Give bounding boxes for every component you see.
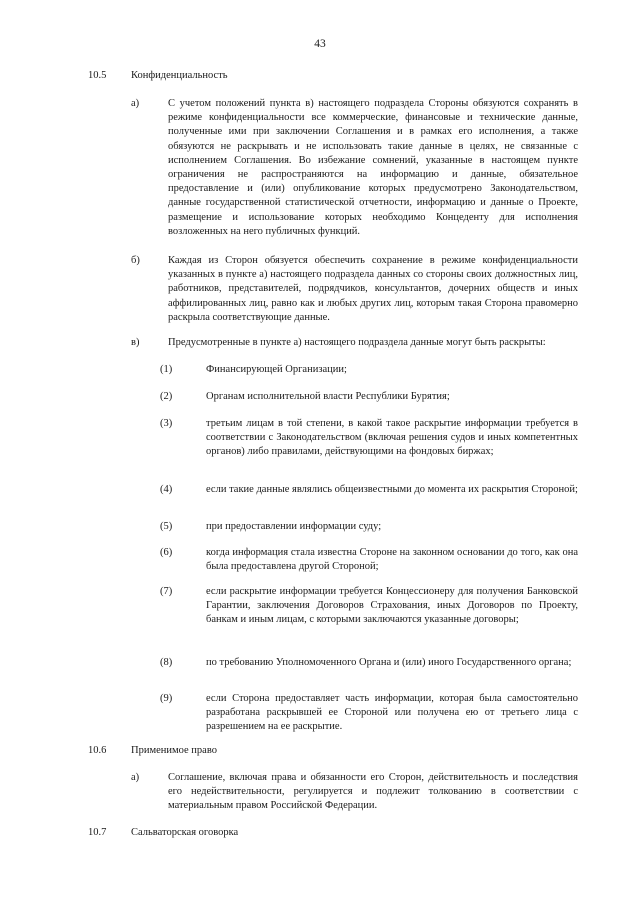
page-number: 43 bbox=[314, 38, 326, 50]
list-item-number: (6) bbox=[160, 547, 173, 558]
clause-label-a: а) bbox=[131, 98, 140, 109]
list-item-number: (8) bbox=[160, 657, 173, 668]
list-item-text: при предоставлении информации суду; bbox=[206, 521, 382, 532]
list-item-number: (9) bbox=[160, 693, 173, 704]
list-item-text: если Сторона предоставляет часть информации, которая была самостоятельно разработана раскрывшей ее Стороной или получена ею от третьего лица с разрешением на ее раскрытие. bbox=[206, 693, 578, 733]
list-item-number: (3) bbox=[160, 418, 173, 429]
list-item-text: если такие данные являлись общеизвестными до момента их раскрытия Стороной; bbox=[206, 484, 578, 495]
list-item-text: если раскрытие информации требуется Концессионеру для получения Банковской Гарантии, заключения Договоров Страхования, иных Договоров по Проекту, банкам и иным лицам, с которыми заключаются указанные договоры; bbox=[206, 586, 578, 626]
section-number-10-7: 10.7 bbox=[88, 827, 107, 838]
clause-label-c: в) bbox=[131, 337, 140, 348]
clause-text-10-5-b: Каждая из Сторон обязуется обеспечить сохранение в режиме конфиденциальности указанных в пункте а) настоящего подраздела данных со стороны своих должностных лиц, работников, представителей, подрядчиков, консультантов, дочерних обществ и иных аффилированных лиц, равно как и любых других лиц, которым такая Сторона правомерно раскрыла соответствующие данные. bbox=[168, 255, 578, 323]
section-number-10-5: 10.5 bbox=[88, 70, 107, 81]
list-item-text: Органам исполнительной власти Республики Бурятия; bbox=[206, 391, 450, 402]
clause-text-10-6-a: Соглашение, включая права и обязанности его Сторон, действительность и последствия его недействительности, регулируется и подлежит толкованию в соответствии с материальным правом Российской Федерации. bbox=[168, 772, 578, 812]
section-title-severability: Сальваторская оговорка bbox=[131, 827, 239, 838]
list-item-text: когда информация стала известна Стороне на законном основании до того, как она была предоставлена другой Стороной; bbox=[206, 547, 578, 573]
clause-label-b: б) bbox=[131, 255, 140, 266]
list-item-number: (2) bbox=[160, 391, 173, 402]
list-item-number: (7) bbox=[160, 586, 173, 597]
list-item-text: третьим лицам в той степени, в какой такое раскрытие информации требуется в соответствии с Законодательством (включая решения судов и иных компетентных органов) либо правилами, действующими на фондовых биржах; bbox=[206, 418, 578, 458]
list-item-number: (5) bbox=[160, 521, 173, 532]
list-item-text: по требованию Уполномоченного Органа и (или) иного Государственного органа; bbox=[206, 657, 572, 668]
list-item-number: (1) bbox=[160, 364, 173, 375]
list-item-text: Финансирующей Организации; bbox=[206, 364, 347, 375]
section-title-applicable-law: Применимое право bbox=[131, 745, 217, 756]
section-title-confidentiality: Конфиденциальность bbox=[131, 70, 228, 81]
clause-text-10-5-c: Предусмотренные в пункте а) настоящего подраздела данные могут быть раскрыты: bbox=[168, 337, 546, 348]
clause-text-10-5-a: С учетом положений пункта в) настоящего подраздела Стороны обязуются сохранять в режиме конфиденциальности все коммерческие, финансовые и технические данные, полученные ими при заключении Соглашения и в рамках его исполнения, а также обязуются не раскрывать и не использовать такие данные в целях, не связанные с исполнением Соглашения. Во избежание сомнений, указанные в настоящем пункте ограничения не распространяются на информацию и данные, обязательное предоставление и (или) опубликование которых предусмотрено Законодательством, данные государственной статистической отчетности, информацию и данные о Проекте, размещение и использование которых необходимо Концеденту для исполнения возложенных на него публичных функций. bbox=[168, 98, 578, 237]
section-number-10-6: 10.6 bbox=[88, 745, 107, 756]
list-item-number: (4) bbox=[160, 484, 173, 495]
clause-label-a: а) bbox=[131, 772, 140, 783]
